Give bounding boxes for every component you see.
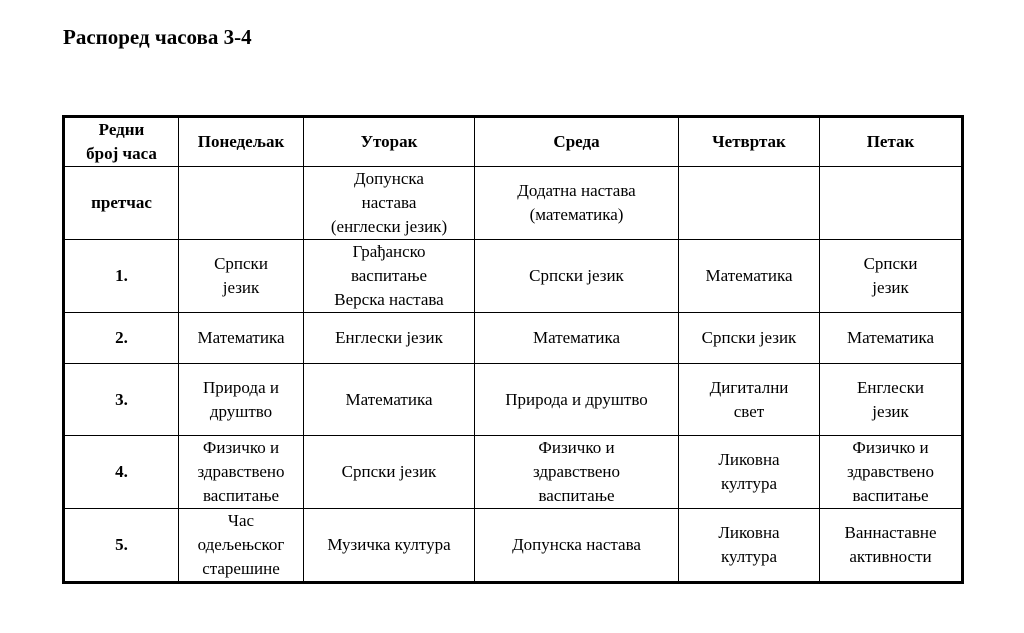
cell-monday: Час одељењског старешине: [179, 509, 304, 583]
cell-tuesday: Грађанско васпитање Верска настава: [304, 240, 475, 313]
page-title: Распоред часова 3-4: [63, 25, 252, 49]
table-row: [64, 509, 963, 583]
cell-thursday: Дигитални свет: [679, 364, 820, 436]
header-period-number: Редни број часа: [64, 117, 179, 167]
table-row: [64, 240, 963, 313]
table-row: [64, 364, 963, 436]
cell-friday: Српски језик: [820, 240, 963, 313]
period-label: 5.: [64, 509, 179, 583]
cell-thursday: Ликовна култура: [679, 436, 820, 509]
cell-friday: [820, 167, 963, 240]
cell-tuesday: Математика: [304, 364, 475, 436]
cell-wednesday: Српски језик: [475, 240, 679, 313]
cell-wednesday: Допунска настава: [475, 509, 679, 583]
cell-monday: Физичко и здравствено васпитање: [179, 436, 304, 509]
cell-tuesday: Енглески језик: [304, 313, 475, 364]
cell-friday: Физичко и здравствено васпитање: [820, 436, 963, 509]
timetable: [62, 115, 964, 584]
cell-tuesday: Музичка култура: [304, 509, 475, 583]
table-row: [64, 167, 963, 240]
cell-thursday: Ликовна култура: [679, 509, 820, 583]
cell-monday: [179, 167, 304, 240]
header-tuesday: Уторак: [304, 117, 475, 167]
header-monday: Понедељак: [179, 117, 304, 167]
period-label: 2.: [64, 313, 179, 364]
cell-tuesday: Српски језик: [304, 436, 475, 509]
cell-monday: Српски језик: [179, 240, 304, 313]
cell-monday: Математика: [179, 313, 304, 364]
cell-monday: Природа и друштво: [179, 364, 304, 436]
cell-wednesday: Физичко и здравствено васпитање: [475, 436, 679, 509]
cell-friday: Математика: [820, 313, 963, 364]
period-label: 4.: [64, 436, 179, 509]
period-label: 3.: [64, 364, 179, 436]
cell-thursday: Српски језик: [679, 313, 820, 364]
header-row: [64, 117, 963, 167]
period-label: претчас: [64, 167, 179, 240]
cell-friday: Енглески језик: [820, 364, 963, 436]
header-wednesday: Среда: [475, 117, 679, 167]
table-row: [64, 436, 963, 509]
period-label: 1.: [64, 240, 179, 313]
header-thursday: Четвртак: [679, 117, 820, 167]
cell-thursday: Математика: [679, 240, 820, 313]
cell-thursday: [679, 167, 820, 240]
cell-tuesday: Допунска настава (енглески језик): [304, 167, 475, 240]
cell-friday: Ваннаставне активности: [820, 509, 963, 583]
cell-wednesday: Природа и друштво: [475, 364, 679, 436]
header-friday: Петак: [820, 117, 963, 167]
table-row: [64, 313, 963, 364]
cell-wednesday: Додатна настава (математика): [475, 167, 679, 240]
cell-wednesday: Математика: [475, 313, 679, 364]
